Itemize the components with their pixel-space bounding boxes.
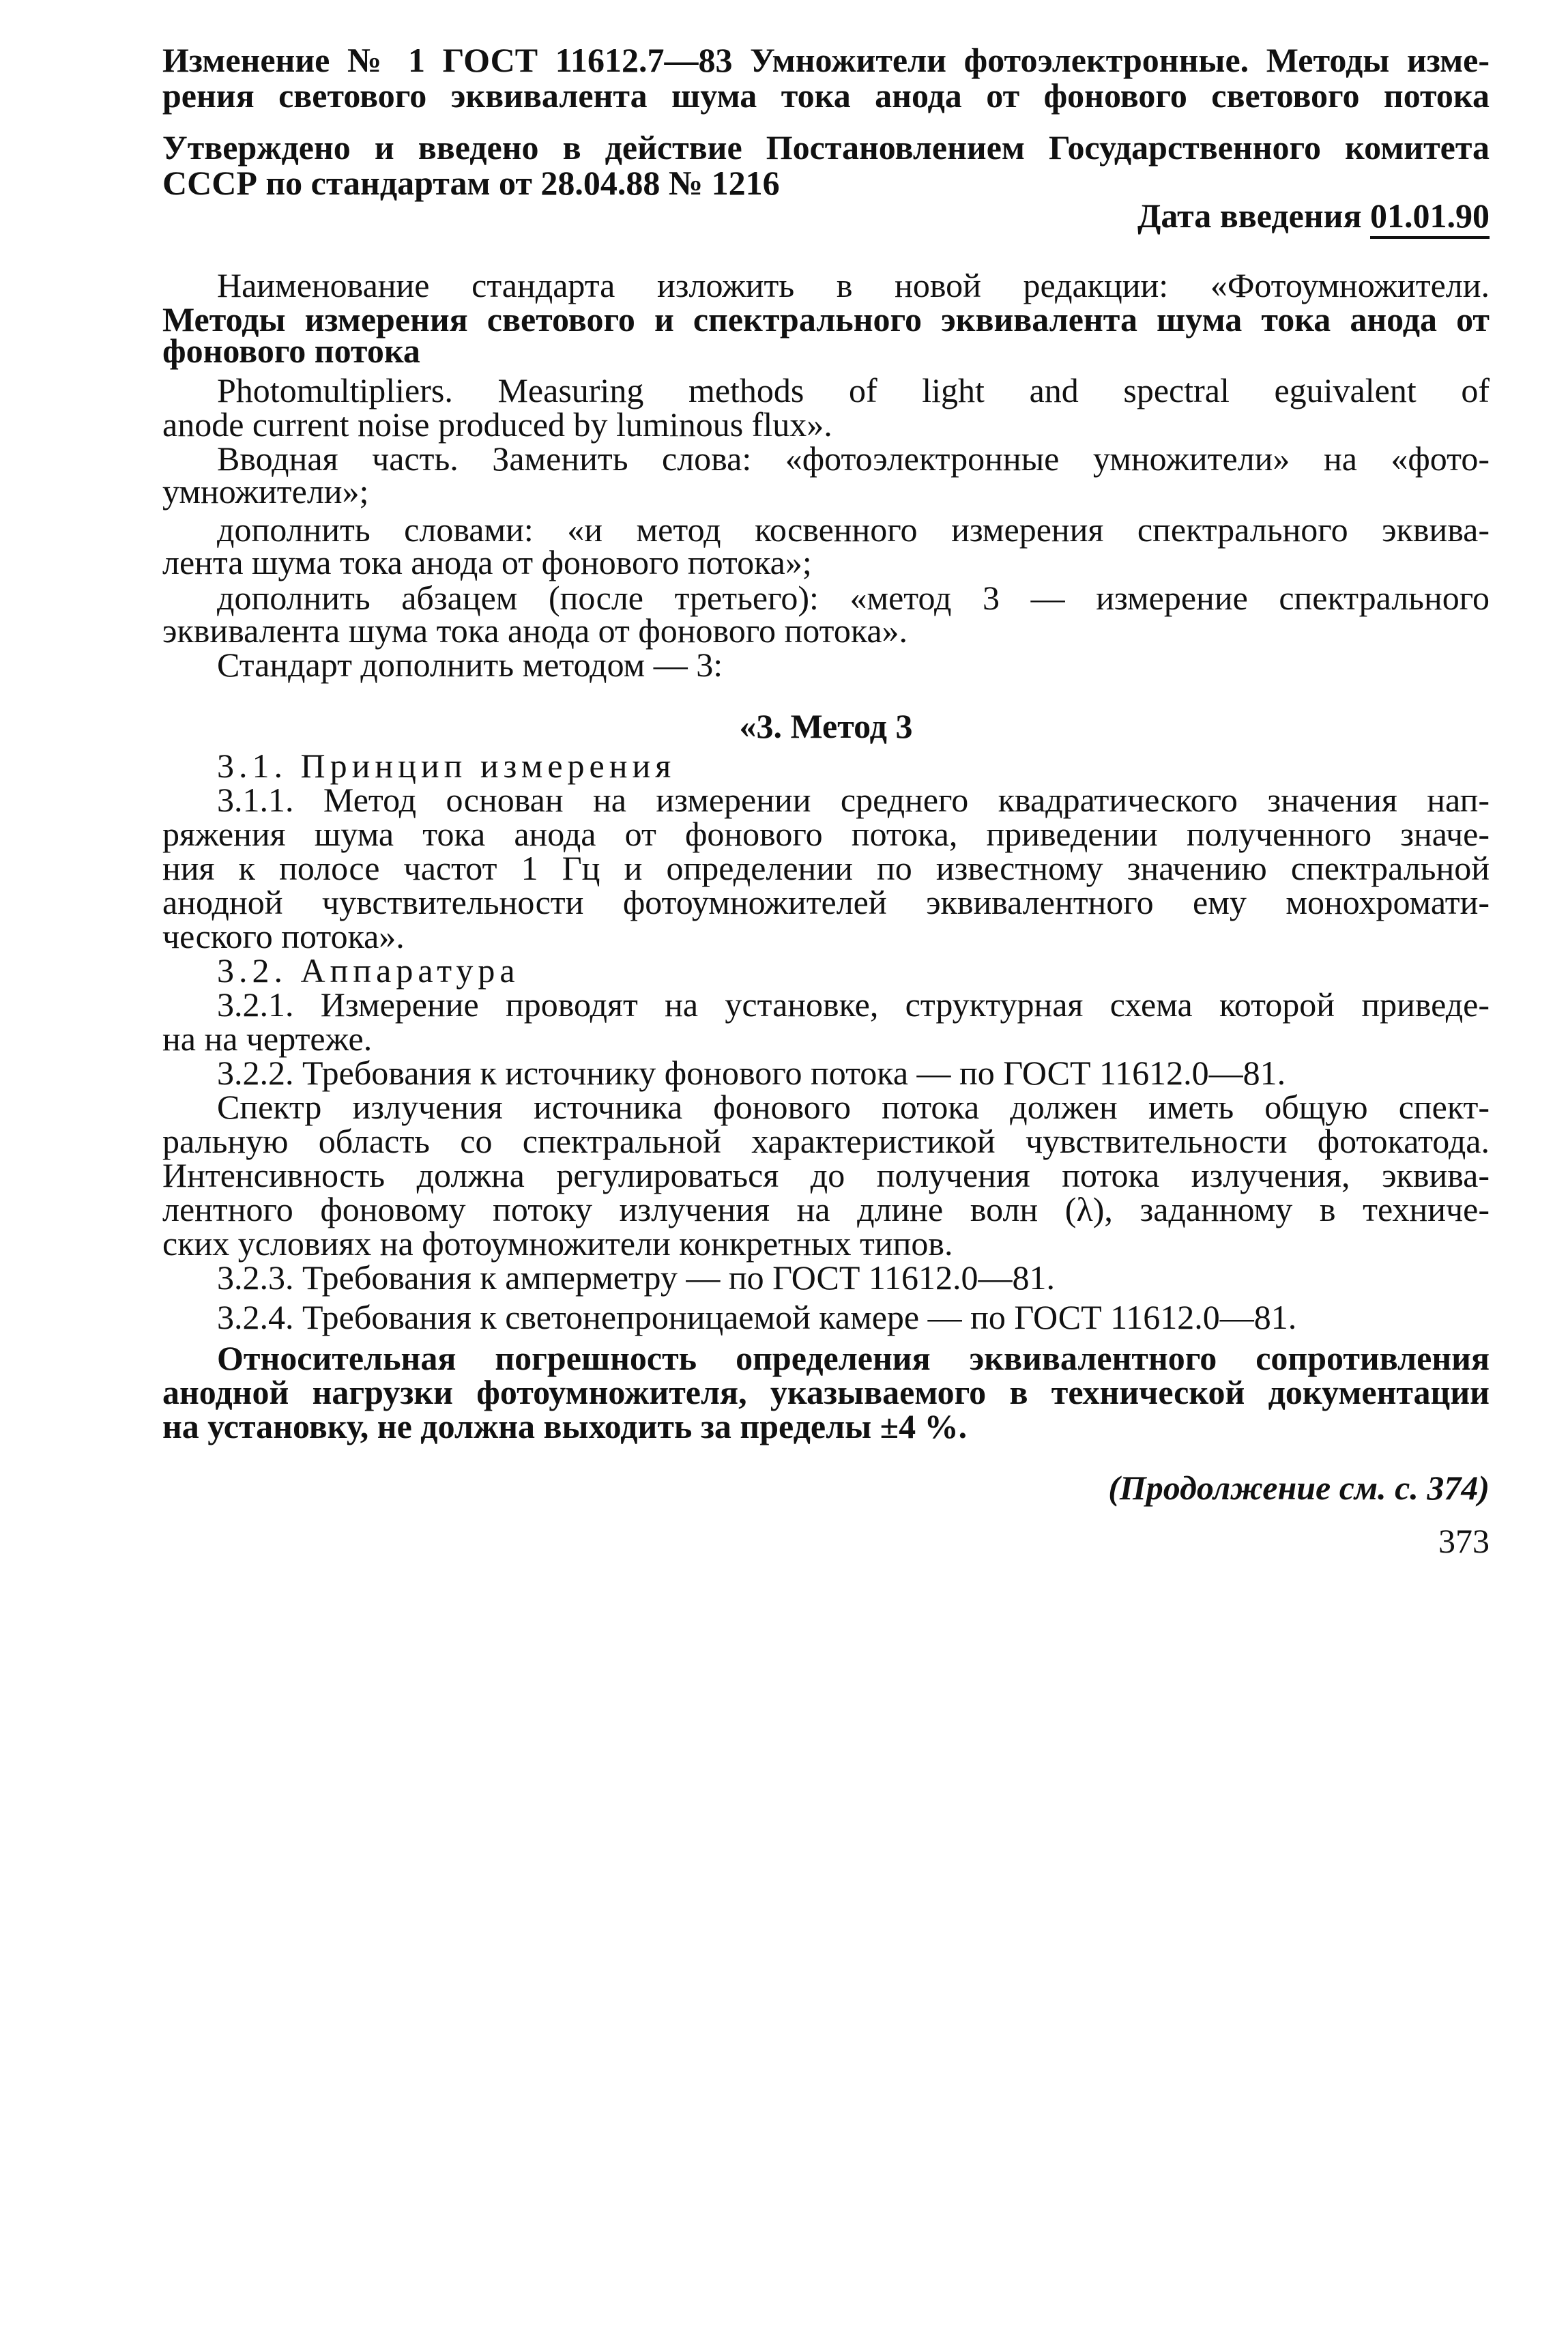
section-3-1-1-line-1: 3.1.1. Метод основан на измерении среднего квадратического значения нап- [217, 781, 1490, 819]
section-3-2-1-line-2: на на чертеже. [162, 1020, 373, 1058]
spectrum-line-5: ских условиях на фотоумножители конкретных типов. [162, 1224, 953, 1263]
method-3-heading: «3. Метод 3 [739, 707, 913, 745]
effective-date-value: 01.01.90 [1370, 197, 1490, 239]
relative-error-line-1: Относительная погрешность определения эквивалентного сопротивления [217, 1339, 1490, 1377]
intro-paragraph-4-line-2: эквивалента шума тока анода от фонового потока». [162, 611, 908, 650]
section-3-2-4: 3.2.4. Требования к светонепроницаемой камере — по ГОСТ 11612.0—81. [217, 1298, 1297, 1336]
intro-paragraph-2-line-1: Вводная часть. Заменить слова: «фотоэлектронные умножители» на «фото- [217, 439, 1490, 478]
intro-paragraph-2-line-2: умножители»; [162, 472, 369, 510]
spectrum-line-3: Интенсивность должна регулироваться до получения потока излучения, эквива- [162, 1156, 1490, 1194]
section-3-2-2: 3.2.2. Требования к источнику фонового потока — по ГОСТ 11612.0—81. [217, 1054, 1286, 1092]
effective-date [162, 197, 1490, 235]
intro-paragraph-4-line-1: дополнить абзацем (после третьего): «метод 3 — измерение спектрального [217, 579, 1490, 617]
section-3-2-heading: 3.2. Аппаратура [217, 951, 520, 990]
section-3-2-3: 3.2.3. Требования к амперметру — по ГОСТ 11612.0—81. [217, 1258, 1056, 1297]
relative-error-line-2: анодной нагрузки фотоумножителя, указываемого в технической документации [162, 1373, 1490, 1411]
intro-paragraph-3-line-2: лента шума тока анода от фонового потока»; [162, 543, 812, 581]
effective-date-label: Дата введения [1137, 197, 1362, 235]
spectrum-line-4: лентного фоновому потоку излучения на длине волн (λ), заданному в техниче- [162, 1190, 1490, 1228]
section-3-1-1-line-3: ния к полосе частот 1 Гц и определении по известному значению спектральной [162, 849, 1490, 887]
intro-paragraph-5: Стандарт дополнить методом — 3: [217, 646, 723, 684]
section-3-1-1-line-4: анодной чувствительности фотоумножителей эквивалентного ему монохромати- [162, 883, 1490, 921]
continuation-note: (Продолжение см. с. 374) [1108, 1469, 1490, 1507]
amendment-title-line-1: Изменение № 1 ГОСТ 11612.7—83 Умножители фотоэлектронные. Методы изме- [162, 41, 1490, 79]
section-3-1-heading: 3.1. Принцип измерения [217, 747, 676, 785]
english-title-line-2: anode current noise produced by luminous flux». [162, 405, 832, 444]
english-title-line-1: Photomultipliers. Measuring methods of light and spectral eguivalent of [217, 371, 1490, 409]
intro-paragraph-3-line-1: дополнить словами: «и метод косвенного измерения спектрального эквива- [217, 510, 1490, 549]
intro-paragraph-1-line-1: Наименование стандарта изложить в новой редакции: «Фотоумножители. [217, 266, 1490, 304]
page-number: 373 [1438, 1522, 1490, 1560]
approval-line-2: СССР по стандартам от 28.04.88 № 1216 [162, 164, 780, 202]
section-3-1-1-line-5: ческого потока». [162, 917, 405, 955]
section-3-1-1-line-2: ряжения шума тока анода от фонового потока, приведении полученного значе- [162, 815, 1490, 853]
spectrum-line-1: Спектр излучения источника фонового потока должен иметь общую спект- [217, 1088, 1490, 1126]
intro-paragraph-1-line-3: фонового потока [162, 332, 420, 370]
section-3-2-1-line-1: 3.2.1. Измерение проводят на установке, структурная схема которой приведе- [217, 985, 1490, 1024]
spectrum-line-2: ральную область со спектральной характеристикой чувствительности фотокатода. [162, 1122, 1490, 1160]
approval-line-1: Утверждено и введено в действие Постановлением Государственного комитета [162, 128, 1490, 167]
intro-paragraph-1-line-2: Методы измерения светового и спектрального эквивалента шума тока анода от [162, 300, 1490, 338]
relative-error-line-3: на установку, не должна выходить за пределы ±4 %. [162, 1407, 968, 1445]
amendment-title-line-2: рения светового эквивалента шума тока анода от фонового светового потока [162, 76, 1490, 115]
